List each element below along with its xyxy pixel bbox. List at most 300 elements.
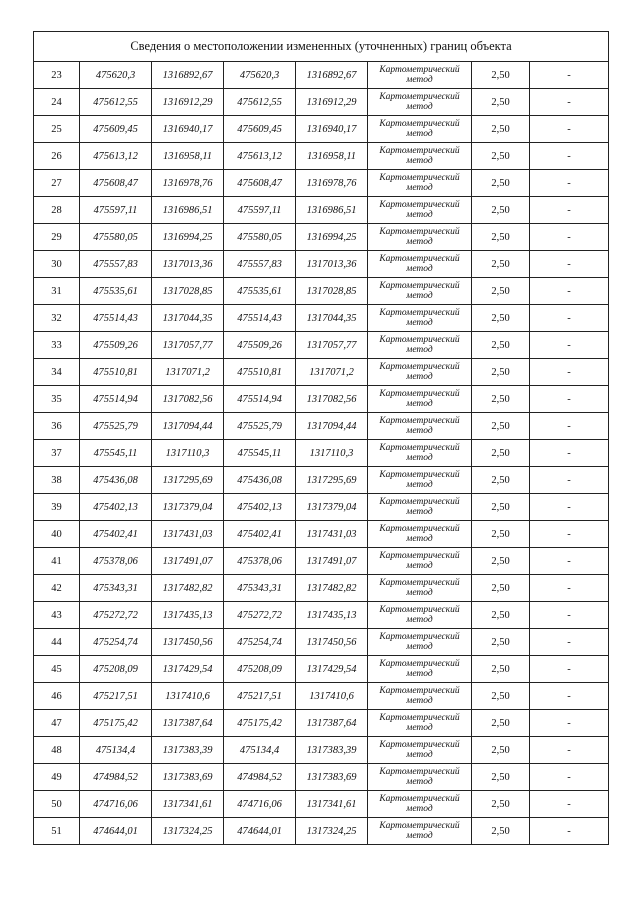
x-existing-cell: 475509,26	[80, 332, 152, 359]
table-row	[34, 359, 609, 386]
method-line-2: метод	[406, 696, 433, 706]
point-number-cell: 27	[34, 170, 80, 197]
method-line-2: метод	[406, 129, 433, 139]
y-existing-cell: 1317013,36	[152, 251, 224, 278]
accuracy-cell: 2,50	[472, 764, 530, 791]
method-line-2: метод	[406, 750, 433, 760]
point-number-cell: 46	[34, 683, 80, 710]
y-existing-cell: 1317410,6	[152, 683, 224, 710]
method-line-2: метод	[406, 183, 433, 193]
table-row	[34, 818, 609, 845]
x-existing-cell: 474716,06	[80, 791, 152, 818]
method-line-2: метод	[406, 561, 433, 571]
method-line-1: Картометрический	[379, 335, 460, 345]
x-existing-cell: 475272,72	[80, 602, 152, 629]
method-line-1: Картометрический	[379, 254, 460, 264]
method-line-1: Картометрический	[379, 686, 460, 696]
method-cell	[368, 305, 472, 332]
table-row	[34, 764, 609, 791]
method-line-1: Картометрический	[379, 416, 460, 426]
method-line-2: метод	[406, 723, 433, 733]
accuracy-cell: 2,50	[472, 818, 530, 845]
accuracy-cell: 2,50	[472, 413, 530, 440]
y-new-cell: 1317482,82	[296, 575, 368, 602]
x-existing-cell: 474984,52	[80, 764, 152, 791]
accuracy-cell: 2,50	[472, 494, 530, 521]
method-line-1: Картометрический	[379, 497, 460, 507]
y-existing-cell: 1317482,82	[152, 575, 224, 602]
method-line-2: метод	[406, 264, 433, 274]
x-existing-cell: 475208,09	[80, 656, 152, 683]
table-row	[34, 386, 609, 413]
method-cell	[368, 116, 472, 143]
point-number-cell: 39	[34, 494, 80, 521]
note-cell: -	[530, 89, 609, 116]
point-number-cell: 43	[34, 602, 80, 629]
point-number-cell: 47	[34, 710, 80, 737]
note-cell: -	[530, 737, 609, 764]
x-existing-cell: 475613,12	[80, 143, 152, 170]
table-row	[34, 467, 609, 494]
note-cell: -	[530, 791, 609, 818]
method-line-1: Картометрический	[379, 713, 460, 723]
point-number-cell: 44	[34, 629, 80, 656]
table-row	[34, 62, 609, 89]
accuracy-cell: 2,50	[472, 791, 530, 818]
table-row	[34, 440, 609, 467]
method-line-2: метод	[406, 426, 433, 436]
table-title: Сведения о местоположении измененных (уточненных) границ объекта	[34, 32, 609, 62]
method-line-1: Картометрический	[379, 524, 460, 534]
y-new-cell: 1317431,03	[296, 521, 368, 548]
y-existing-cell: 1317431,03	[152, 521, 224, 548]
accuracy-cell: 2,50	[472, 602, 530, 629]
x-existing-cell: 475609,45	[80, 116, 152, 143]
table-row	[34, 548, 609, 575]
accuracy-cell: 2,50	[472, 359, 530, 386]
x-existing-cell: 475535,61	[80, 278, 152, 305]
method-cell	[368, 197, 472, 224]
y-existing-cell: 1317341,61	[152, 791, 224, 818]
method-cell	[368, 467, 472, 494]
method-line-2: метод	[406, 777, 433, 787]
y-existing-cell: 1316892,67	[152, 62, 224, 89]
table-row	[34, 494, 609, 521]
accuracy-cell: 2,50	[472, 629, 530, 656]
point-number-cell: 34	[34, 359, 80, 386]
x-new-cell: 475208,09	[224, 656, 296, 683]
x-new-cell: 475217,51	[224, 683, 296, 710]
point-number-cell: 38	[34, 467, 80, 494]
x-new-cell: 475343,31	[224, 575, 296, 602]
table-row	[34, 656, 609, 683]
accuracy-cell: 2,50	[472, 737, 530, 764]
x-new-cell: 475597,11	[224, 197, 296, 224]
method-line-1: Картометрический	[379, 65, 460, 75]
note-cell: -	[530, 656, 609, 683]
x-existing-cell: 475525,79	[80, 413, 152, 440]
note-cell: -	[530, 710, 609, 737]
y-existing-cell: 1317383,39	[152, 737, 224, 764]
x-new-cell: 475436,08	[224, 467, 296, 494]
x-existing-cell: 475612,55	[80, 89, 152, 116]
y-new-cell: 1316940,17	[296, 116, 368, 143]
y-new-cell: 1316986,51	[296, 197, 368, 224]
table-row	[34, 683, 609, 710]
table-row	[34, 197, 609, 224]
method-cell	[368, 683, 472, 710]
method-line-1: Картометрический	[379, 443, 460, 453]
x-new-cell: 475175,42	[224, 710, 296, 737]
accuracy-cell: 2,50	[472, 251, 530, 278]
method-cell	[368, 62, 472, 89]
x-new-cell: 475545,11	[224, 440, 296, 467]
point-number-cell: 45	[34, 656, 80, 683]
x-new-cell: 475514,43	[224, 305, 296, 332]
method-line-2: метод	[406, 372, 433, 382]
point-number-cell: 37	[34, 440, 80, 467]
method-line-1: Картометрический	[379, 794, 460, 804]
note-cell: -	[530, 413, 609, 440]
accuracy-cell: 2,50	[472, 467, 530, 494]
x-new-cell: 475509,26	[224, 332, 296, 359]
method-line-1: Картометрический	[379, 578, 460, 588]
point-number-cell: 24	[34, 89, 80, 116]
x-existing-cell: 475514,43	[80, 305, 152, 332]
point-number-cell: 26	[34, 143, 80, 170]
y-new-cell: 1317410,6	[296, 683, 368, 710]
table-row	[34, 413, 609, 440]
point-number-cell: 36	[34, 413, 80, 440]
method-cell	[368, 251, 472, 278]
y-new-cell: 1317295,69	[296, 467, 368, 494]
method-line-1: Картометрический	[379, 659, 460, 669]
x-new-cell: 474984,52	[224, 764, 296, 791]
note-cell: -	[530, 629, 609, 656]
x-new-cell: 475612,55	[224, 89, 296, 116]
point-number-cell: 41	[34, 548, 80, 575]
x-new-cell: 475608,47	[224, 170, 296, 197]
method-line-1: Картометрический	[379, 146, 460, 156]
method-line-2: метод	[406, 534, 433, 544]
y-existing-cell: 1317110,3	[152, 440, 224, 467]
y-existing-cell: 1317295,69	[152, 467, 224, 494]
y-new-cell: 1317429,54	[296, 656, 368, 683]
method-cell	[368, 656, 472, 683]
y-new-cell: 1317013,36	[296, 251, 368, 278]
method-cell	[368, 494, 472, 521]
table-row	[34, 332, 609, 359]
x-existing-cell: 475436,08	[80, 467, 152, 494]
x-existing-cell: 475134,4	[80, 737, 152, 764]
point-number-cell: 50	[34, 791, 80, 818]
accuracy-cell: 2,50	[472, 278, 530, 305]
method-line-1: Картометрический	[379, 389, 460, 399]
note-cell: -	[530, 170, 609, 197]
y-new-cell: 1317435,13	[296, 602, 368, 629]
point-number-cell: 48	[34, 737, 80, 764]
x-new-cell: 475514,94	[224, 386, 296, 413]
x-existing-cell: 475510,81	[80, 359, 152, 386]
y-existing-cell: 1317028,85	[152, 278, 224, 305]
accuracy-cell: 2,50	[472, 332, 530, 359]
x-existing-cell: 475514,94	[80, 386, 152, 413]
method-line-2: метод	[406, 75, 433, 85]
accuracy-cell: 2,50	[472, 305, 530, 332]
y-existing-cell: 1317491,07	[152, 548, 224, 575]
y-existing-cell: 1317435,13	[152, 602, 224, 629]
y-existing-cell: 1317044,35	[152, 305, 224, 332]
note-cell: -	[530, 521, 609, 548]
x-existing-cell: 475580,05	[80, 224, 152, 251]
y-new-cell: 1317094,44	[296, 413, 368, 440]
note-cell: -	[530, 278, 609, 305]
method-cell	[368, 791, 472, 818]
method-line-2: метод	[406, 804, 433, 814]
accuracy-cell: 2,50	[472, 197, 530, 224]
note-cell: -	[530, 143, 609, 170]
y-existing-cell: 1317450,56	[152, 629, 224, 656]
accuracy-cell: 2,50	[472, 89, 530, 116]
y-existing-cell: 1317429,54	[152, 656, 224, 683]
method-cell	[368, 764, 472, 791]
note-cell: -	[530, 332, 609, 359]
method-line-1: Картометрический	[379, 173, 460, 183]
point-number-cell: 30	[34, 251, 80, 278]
x-new-cell: 475378,06	[224, 548, 296, 575]
y-existing-cell: 1317383,69	[152, 764, 224, 791]
table-row	[34, 737, 609, 764]
method-line-1: Картометрический	[379, 821, 460, 831]
table-title-row	[34, 32, 609, 62]
y-new-cell: 1316978,76	[296, 170, 368, 197]
point-number-cell: 29	[34, 224, 80, 251]
y-new-cell: 1316892,67	[296, 62, 368, 89]
point-number-cell: 51	[34, 818, 80, 845]
accuracy-cell: 2,50	[472, 224, 530, 251]
accuracy-cell: 2,50	[472, 143, 530, 170]
note-cell: -	[530, 440, 609, 467]
method-line-1: Картометрический	[379, 227, 460, 237]
y-existing-cell: 1316986,51	[152, 197, 224, 224]
y-new-cell: 1316912,29	[296, 89, 368, 116]
method-cell	[368, 818, 472, 845]
note-cell: -	[530, 386, 609, 413]
note-cell: -	[530, 467, 609, 494]
y-new-cell: 1317387,64	[296, 710, 368, 737]
note-cell: -	[530, 224, 609, 251]
method-line-2: метод	[406, 831, 433, 841]
accuracy-cell: 2,50	[472, 656, 530, 683]
x-new-cell: 475525,79	[224, 413, 296, 440]
y-new-cell: 1317071,2	[296, 359, 368, 386]
method-cell	[368, 737, 472, 764]
accuracy-cell: 2,50	[472, 683, 530, 710]
x-new-cell: 475613,12	[224, 143, 296, 170]
y-new-cell: 1317082,56	[296, 386, 368, 413]
method-line-2: метод	[406, 399, 433, 409]
method-line-2: метод	[406, 615, 433, 625]
accuracy-cell: 2,50	[472, 386, 530, 413]
note-cell: -	[530, 116, 609, 143]
y-new-cell: 1317450,56	[296, 629, 368, 656]
x-existing-cell: 474644,01	[80, 818, 152, 845]
x-new-cell: 475272,72	[224, 602, 296, 629]
method-line-1: Картометрический	[379, 551, 460, 561]
method-line-2: метод	[406, 210, 433, 220]
method-cell	[368, 224, 472, 251]
table-row	[34, 521, 609, 548]
note-cell: -	[530, 305, 609, 332]
method-line-1: Картометрический	[379, 119, 460, 129]
method-line-2: метод	[406, 156, 433, 166]
table-row	[34, 224, 609, 251]
method-cell	[368, 278, 472, 305]
x-new-cell: 475535,61	[224, 278, 296, 305]
y-new-cell: 1317057,77	[296, 332, 368, 359]
table-row	[34, 791, 609, 818]
point-number-cell: 25	[34, 116, 80, 143]
method-cell	[368, 359, 472, 386]
x-existing-cell: 475343,31	[80, 575, 152, 602]
y-existing-cell: 1317324,25	[152, 818, 224, 845]
method-cell	[368, 143, 472, 170]
y-new-cell: 1317341,61	[296, 791, 368, 818]
method-cell	[368, 521, 472, 548]
x-new-cell: 474716,06	[224, 791, 296, 818]
accuracy-cell: 2,50	[472, 62, 530, 89]
method-cell	[368, 89, 472, 116]
y-existing-cell: 1317082,56	[152, 386, 224, 413]
method-line-1: Картометрический	[379, 470, 460, 480]
method-cell	[368, 440, 472, 467]
x-new-cell: 475254,74	[224, 629, 296, 656]
table-row	[34, 251, 609, 278]
y-new-cell: 1317379,04	[296, 494, 368, 521]
y-new-cell: 1317491,07	[296, 548, 368, 575]
x-new-cell: 475609,45	[224, 116, 296, 143]
method-line-2: метод	[406, 642, 433, 652]
method-line-2: метод	[406, 588, 433, 598]
method-line-2: метод	[406, 318, 433, 328]
method-cell	[368, 602, 472, 629]
note-cell: -	[530, 197, 609, 224]
y-new-cell: 1317044,35	[296, 305, 368, 332]
point-number-cell: 33	[34, 332, 80, 359]
note-cell: -	[530, 359, 609, 386]
x-existing-cell: 475378,06	[80, 548, 152, 575]
accuracy-cell: 2,50	[472, 710, 530, 737]
method-cell	[368, 629, 472, 656]
point-number-cell: 28	[34, 197, 80, 224]
y-existing-cell: 1317379,04	[152, 494, 224, 521]
x-existing-cell: 475557,83	[80, 251, 152, 278]
table-row	[34, 89, 609, 116]
table-row	[34, 575, 609, 602]
table-row	[34, 170, 609, 197]
accuracy-cell: 2,50	[472, 116, 530, 143]
note-cell: -	[530, 683, 609, 710]
y-existing-cell: 1317094,44	[152, 413, 224, 440]
point-number-cell: 49	[34, 764, 80, 791]
x-new-cell: 475402,13	[224, 494, 296, 521]
method-cell	[368, 332, 472, 359]
table-row	[34, 305, 609, 332]
y-existing-cell: 1316978,76	[152, 170, 224, 197]
y-existing-cell: 1317387,64	[152, 710, 224, 737]
x-new-cell: 475510,81	[224, 359, 296, 386]
y-new-cell: 1317383,69	[296, 764, 368, 791]
method-line-1: Картометрический	[379, 605, 460, 615]
table-row	[34, 629, 609, 656]
method-line-2: метод	[406, 237, 433, 247]
method-line-1: Картометрический	[379, 767, 460, 777]
method-line-2: метод	[406, 453, 433, 463]
note-cell: -	[530, 494, 609, 521]
point-number-cell: 35	[34, 386, 80, 413]
x-new-cell: 475580,05	[224, 224, 296, 251]
accuracy-cell: 2,50	[472, 575, 530, 602]
method-line-1: Картометрический	[379, 281, 460, 291]
method-cell	[368, 575, 472, 602]
note-cell: -	[530, 602, 609, 629]
method-line-2: метод	[406, 102, 433, 112]
y-new-cell: 1316994,25	[296, 224, 368, 251]
y-existing-cell: 1316994,25	[152, 224, 224, 251]
method-line-1: Картометрический	[379, 92, 460, 102]
note-cell: -	[530, 251, 609, 278]
method-cell	[368, 413, 472, 440]
accuracy-cell: 2,50	[472, 440, 530, 467]
table-row	[34, 710, 609, 737]
table-row	[34, 116, 609, 143]
method-line-2: метод	[406, 480, 433, 490]
method-line-1: Картометрический	[379, 308, 460, 318]
method-line-2: метод	[406, 507, 433, 517]
note-cell: -	[530, 764, 609, 791]
accuracy-cell: 2,50	[472, 170, 530, 197]
y-new-cell: 1316958,11	[296, 143, 368, 170]
table-row	[34, 278, 609, 305]
method-line-1: Картометрический	[379, 632, 460, 642]
method-cell	[368, 170, 472, 197]
table-row	[34, 143, 609, 170]
y-new-cell: 1317110,3	[296, 440, 368, 467]
x-new-cell: 475557,83	[224, 251, 296, 278]
accuracy-cell: 2,50	[472, 521, 530, 548]
note-cell: -	[530, 818, 609, 845]
note-cell: -	[530, 62, 609, 89]
note-cell: -	[530, 575, 609, 602]
x-existing-cell: 475254,74	[80, 629, 152, 656]
method-cell	[368, 710, 472, 737]
point-number-cell: 42	[34, 575, 80, 602]
x-existing-cell: 475597,11	[80, 197, 152, 224]
y-new-cell: 1317324,25	[296, 818, 368, 845]
y-existing-cell: 1316958,11	[152, 143, 224, 170]
y-existing-cell: 1317057,77	[152, 332, 224, 359]
y-existing-cell: 1316940,17	[152, 116, 224, 143]
y-new-cell: 1317028,85	[296, 278, 368, 305]
point-number-cell: 40	[34, 521, 80, 548]
y-existing-cell: 1317071,2	[152, 359, 224, 386]
table-row	[34, 602, 609, 629]
method-line-2: метод	[406, 669, 433, 679]
method-cell	[368, 386, 472, 413]
x-existing-cell: 475608,47	[80, 170, 152, 197]
accuracy-cell: 2,50	[472, 548, 530, 575]
x-new-cell: 474644,01	[224, 818, 296, 845]
